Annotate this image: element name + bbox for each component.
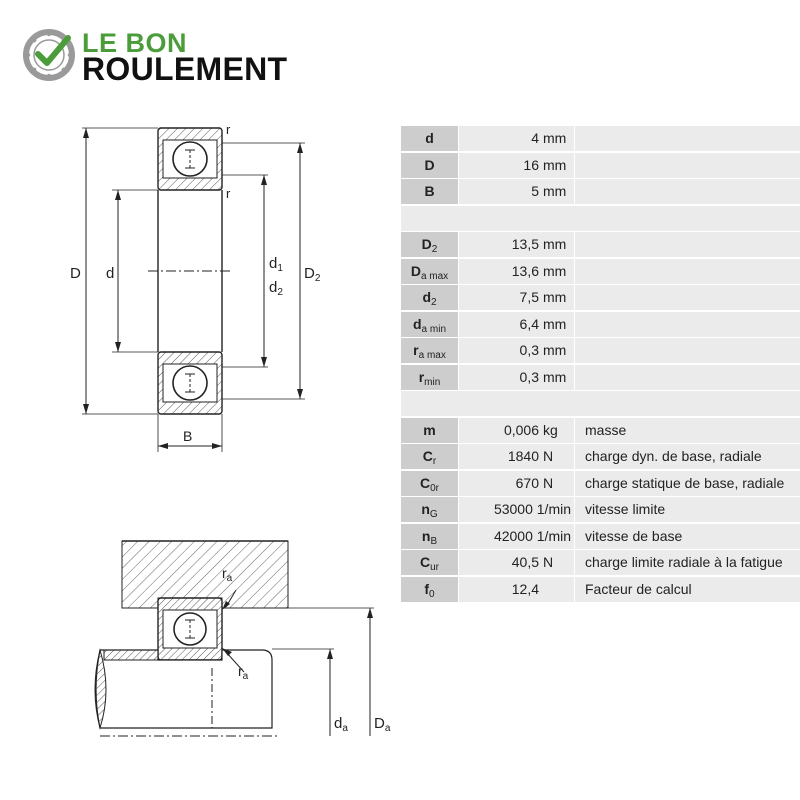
value-number: 7,5	[519, 289, 539, 305]
spec-symbol	[401, 365, 458, 390]
spec-description	[575, 126, 800, 151]
spec-symbol	[401, 312, 458, 337]
spec-symbol	[401, 444, 458, 469]
symbol-letter: r	[418, 368, 425, 385]
spec-row	[401, 179, 800, 206]
mounting-drawing	[85, 535, 400, 745]
spec-symbol	[401, 524, 458, 549]
value-unit: mm	[543, 342, 567, 358]
spec-row	[401, 312, 800, 339]
value-unit: mm	[543, 289, 567, 305]
spec-value	[459, 577, 574, 602]
spec-symbol	[401, 285, 458, 310]
symbol-letter: D	[421, 236, 432, 252]
value-number: 4	[531, 130, 539, 146]
value-number: 12,4	[511, 580, 539, 597]
spec-value-text	[459, 497, 571, 522]
specification-table	[401, 126, 800, 603]
label-ra-bottom: $r_a$	[238, 663, 249, 682]
value-unit: N	[543, 554, 554, 570]
symbol-letter: C	[422, 448, 433, 464]
label-B: B	[183, 428, 193, 444]
spec-row	[401, 126, 800, 153]
spec-value	[459, 471, 574, 496]
spec-symbol	[401, 153, 458, 178]
value-unit: mm	[543, 130, 567, 146]
symbol-subscript: G	[429, 509, 438, 520]
spec-separator	[401, 391, 800, 418]
symbol-letter: r	[413, 342, 419, 358]
spec-row	[401, 444, 800, 471]
spec-description	[575, 338, 800, 363]
label-d2: $d_2$	[269, 279, 283, 298]
label-D2: $D_2$	[304, 265, 321, 284]
value-number: 5	[531, 183, 539, 199]
spec-symbol	[401, 418, 458, 443]
spec-symbol	[401, 126, 458, 151]
symbol-subscript: r	[432, 456, 437, 467]
value-number: 16	[523, 156, 539, 173]
symbol-letter: C	[419, 474, 431, 491]
symbol-subscript: 0	[429, 588, 435, 600]
spec-row	[401, 153, 800, 180]
label-ra-top: $r_a$	[222, 565, 233, 584]
spec-row	[401, 471, 800, 498]
spec-description: vitesse limite	[575, 497, 800, 522]
spec-row	[401, 524, 800, 551]
spec-row	[401, 285, 800, 312]
value-number: 6,4	[519, 315, 539, 332]
spec-value	[459, 365, 574, 390]
spec-description: charge limite radiale à la fatigue	[575, 550, 800, 575]
spec-description	[575, 312, 800, 337]
spec-description: vitesse de base	[575, 524, 800, 549]
bearing-cross-section-drawing	[60, 115, 390, 460]
value-number: 0,3	[519, 368, 539, 385]
spec-description: masse	[575, 418, 800, 443]
symbol-letter: C	[419, 554, 431, 570]
value-number: 53000	[493, 501, 533, 517]
spec-description	[575, 285, 800, 310]
spec-symbol	[401, 338, 458, 363]
spec-value	[459, 550, 574, 575]
symbol-letter: m	[423, 421, 436, 438]
spec-row	[401, 232, 800, 259]
spec-description: charge statique de base, radiale	[575, 471, 800, 496]
brand-line-1: LE BON	[82, 28, 188, 58]
spec-row	[401, 418, 800, 445]
spec-description: charge dyn. de base, radiale	[575, 444, 800, 469]
value-unit: N	[543, 448, 554, 464]
spec-row	[401, 259, 800, 286]
symbol-letter: B	[424, 183, 435, 199]
spec-value	[459, 524, 574, 549]
brand-line-2: ROULEMENT	[82, 51, 288, 87]
spec-description	[575, 179, 800, 204]
symbol-letter: n	[421, 527, 431, 544]
separator-bar	[401, 206, 800, 231]
value-unit: 1/min	[536, 501, 571, 517]
spec-row	[401, 550, 800, 577]
bearing-check-icon	[22, 28, 76, 82]
spec-value	[459, 259, 574, 284]
spec-row	[401, 365, 800, 392]
symbol-subscript: 0r	[430, 482, 440, 494]
spec-description	[575, 259, 800, 284]
value-unit: 1/min	[536, 527, 571, 544]
label-r-inner: r	[226, 186, 231, 201]
spec-row	[401, 497, 800, 524]
separator-bar	[401, 391, 800, 416]
spec-value	[459, 153, 574, 178]
spec-value	[459, 285, 574, 310]
label-D: D	[70, 265, 81, 282]
value-number: 13,6	[511, 262, 539, 279]
symbol-subscript: 2	[431, 244, 438, 255]
spec-value-text	[459, 524, 571, 549]
value-number: 0,3	[519, 342, 539, 358]
symbol-letter: d	[425, 130, 434, 146]
symbol-subscript: a max	[420, 270, 449, 282]
spec-symbol	[401, 471, 458, 496]
symbol-subscript: a max	[418, 350, 446, 361]
symbol-subscript: min	[424, 376, 441, 388]
symbol-letter: f	[424, 580, 430, 597]
value-unit: mm	[543, 236, 567, 252]
spec-symbol	[401, 232, 458, 257]
spec-value	[459, 338, 574, 363]
symbol-letter: d	[422, 289, 431, 305]
value-unit: mm	[543, 183, 567, 199]
label-Da: $D_a$	[374, 715, 391, 734]
spec-value	[459, 444, 574, 469]
value-number: 670	[515, 474, 539, 491]
spec-value	[459, 126, 574, 151]
spec-value	[459, 497, 574, 522]
value-number: 40,5	[511, 554, 539, 570]
spec-value	[459, 232, 574, 257]
symbol-letter: D	[410, 262, 421, 279]
symbol-subscript: B	[430, 535, 438, 547]
value-number: 1840	[507, 448, 539, 464]
value-unit: mm	[543, 156, 567, 173]
spec-symbol	[401, 577, 458, 602]
label-d: d	[106, 265, 115, 282]
spec-description	[575, 153, 800, 178]
spec-description: Facteur de calcul	[575, 577, 800, 602]
symbol-letter: D	[424, 156, 435, 173]
symbol-subscript: a min	[421, 323, 446, 335]
spec-description	[575, 365, 800, 390]
value-number: 13,5	[511, 236, 539, 252]
value-number: 42000	[493, 527, 533, 544]
symbol-subscript: 2	[431, 297, 437, 308]
spec-symbol	[401, 259, 458, 284]
spec-value	[459, 179, 574, 204]
value-number: 0,006	[503, 421, 539, 438]
symbol-letter: d	[412, 315, 422, 332]
value-unit: N	[543, 474, 554, 491]
spec-symbol	[401, 550, 458, 575]
spec-symbol	[401, 497, 458, 522]
symbol-subscript: ur	[430, 562, 440, 573]
value-unit: kg	[543, 421, 558, 438]
label-da: $d_a$	[334, 715, 348, 734]
brand-logo	[22, 28, 302, 86]
spec-row	[401, 338, 800, 365]
symbol-letter: n	[421, 501, 430, 517]
spec-row	[401, 577, 800, 604]
spec-symbol	[401, 179, 458, 204]
value-unit: mm	[543, 262, 567, 279]
value-unit: mm	[543, 315, 567, 332]
label-r-top: r	[226, 122, 231, 137]
spec-separator	[401, 206, 800, 233]
label-d1: $d_1$	[269, 255, 283, 274]
spec-value	[459, 418, 574, 443]
spec-value	[459, 312, 574, 337]
value-unit: mm	[543, 368, 567, 385]
spec-description	[575, 232, 800, 257]
